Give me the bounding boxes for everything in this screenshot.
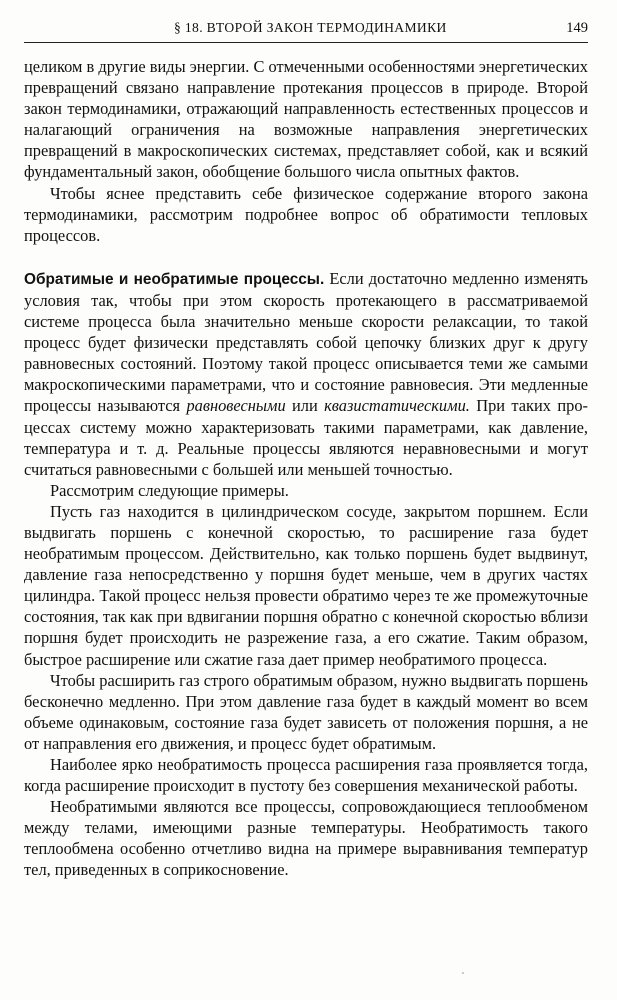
section-heading: Обратимые и необратимые процессы. <box>24 270 325 288</box>
paragraph-3-text-c: При таких процессах систему можно характеризовать такими параметрами, как давление, температура и т. д. Реальные процессы являются неравновесными и могут считаться равновесными с большей или меньшей точностью. <box>24 396 588 479</box>
term-quasistatic: квазистатическими. <box>324 396 470 416</box>
term-equilibrium: равновесными <box>186 396 286 416</box>
paragraph-6: Чтобы расширить газ строго обратимым образом, нужно выдвигать поршень бесконечно медленно. При этом давление газа будет в каждый момент во всем объеме одинаковым, состояние газа будет зависеть от положения поршня, а не от направления его движения, и процесс будет обратимым. <box>24 670 588 753</box>
paragraph-4: Рассмотрим следующие примеры. <box>50 480 289 500</box>
paragraph-1: целиком в другие виды энергии. С отмеченными особенностями энергетических превращений связано направление протекания процессов в природе. Второй закон термодинамики, отражающий направленность естественных процессов и налагающий ограничения на возможные направления энергетических превращений в макроскопических системах, представляет собой, как и всякий фундаментальный закон, обобщение большого числа опытных фактов. <box>24 57 588 182</box>
body-text <box>24 56 588 881</box>
paragraph-8: Необратимыми являются все процессы, сопровождающиеся теплообменом между телами, имеющими разные температуры. Необратимость такого теплообмена особенно отчетливо видна на примере выравнивания температур тел, приведенных в соприкосновение. <box>24 797 588 880</box>
paragraph-3-text-b: или <box>285 396 325 416</box>
paragraph-3 <box>24 268 588 480</box>
paragraph-5: Пусть газ находится в цилиндрическом сосуде, закрытом поршнем. Если выдвигать поршень с конечной скоростью, то расширение газа будет необратимым процессом. Действительно, как только поршень будет выдвинут, давление газа непосредственно у поршня будет меньше, чем в других частях цилиндра. Такой процесс нельзя провести обратимо через те же промежуточные состояния, так как при вдвигании поршня обратно с конечной скоростью вблизи поршня будет происходить не разрежение газа, а его сжатие. Таким образом, быстрое расширение или сжатие газа дает пример необратимого процесса. <box>24 501 588 669</box>
paragraph-7: Наиболее ярко необратимость процесса расширения газа проявляется тогда, когда расширение происходит в пустоту без совершения механической работы. <box>24 755 588 796</box>
page-number: 149 <box>566 20 588 36</box>
chapter-title: § 18. ВТОРОЙ ЗАКОН ТЕРМОДИНАМИКИ <box>174 20 447 35</box>
paragraph-2: Чтобы яснее представить себе физическое содержание второго закона термодинамики, рассмотрим подробнее вопрос об обратимости тепловых процессов. <box>24 183 588 245</box>
paragraph-3-text-a: Если достаточно медленно изменять условия так, чтобы при этом скорость протекающего в рассматриваемой системе процесса была значительно меньше скорости релаксации, то такой процесс будет физически представлять собой цепочку близких друг к другу равновесных состояний. Поэтому такой процесс описывается теми же самыми макроскопическими параметрами, что и состояние равновесия. Эти медленные процессы называются <box>24 268 588 416</box>
scan-speck <box>462 972 464 974</box>
running-header <box>24 18 588 43</box>
